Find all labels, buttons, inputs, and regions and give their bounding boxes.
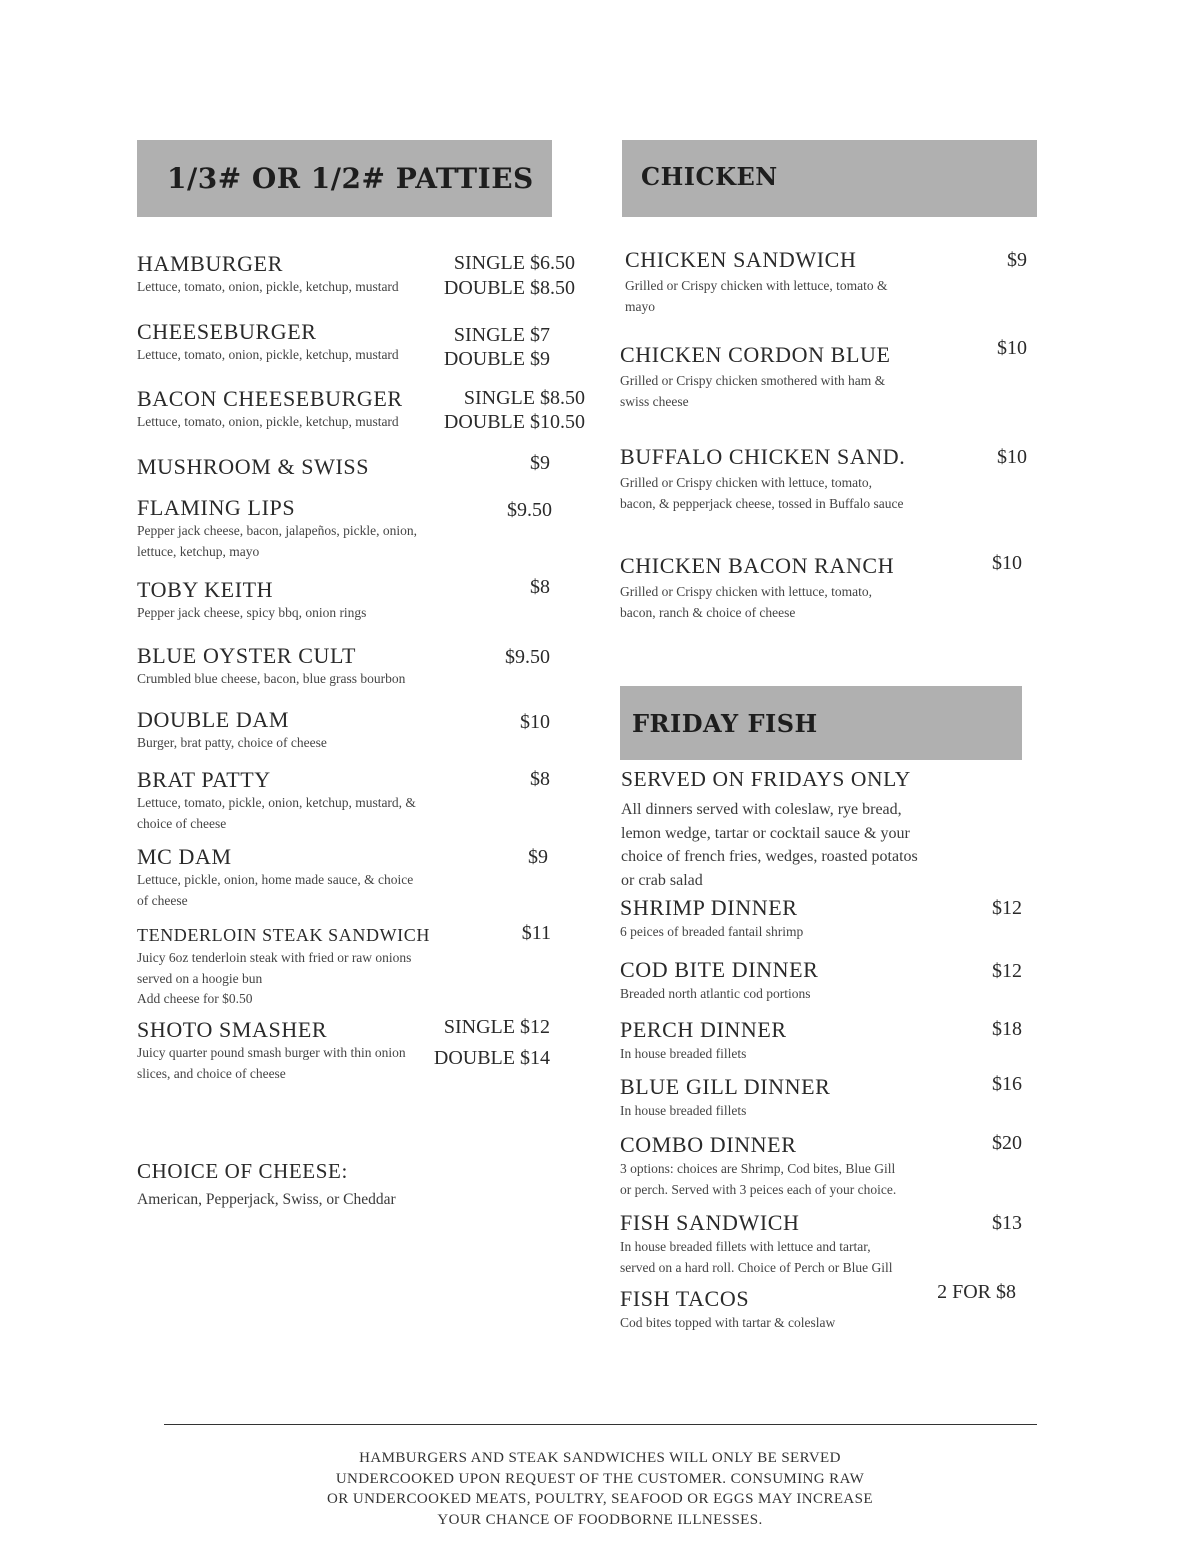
item-name: CHICKEN CORDON BLUE — [620, 342, 891, 367]
description-line: Grilled or Crispy chicken with lettuce, tomato, — [620, 584, 872, 599]
description-line: Juicy quarter pound smash burger with thin onion — [137, 1045, 406, 1060]
item-name: MC DAM — [137, 844, 232, 869]
item-description — [620, 371, 885, 412]
description-line: Pepper jack cheese, bacon, jalapeños, pickle, onion, — [137, 523, 418, 538]
item-price: $10 — [520, 711, 550, 733]
chicken-banner — [622, 140, 1037, 217]
item-price: $9 — [1007, 249, 1027, 271]
item-description — [620, 1313, 835, 1334]
item-price: $20 — [992, 1132, 1022, 1154]
item-name: DOUBLE DAM — [137, 707, 290, 732]
item-name: TOBY KEITH — [137, 577, 274, 602]
disclaimer-line: OR UNDERCOOKED MEATS, POULTRY, SEAFOOD OR EGGS MAY INCREASE — [327, 1491, 873, 1507]
item-price: $9 — [530, 452, 550, 474]
fish-intro-line: All dinners served with coleslaw, rye bread, — [621, 801, 902, 818]
description-line: Burger, brat patty, choice of cheese — [137, 735, 327, 750]
item-description — [137, 603, 366, 624]
item-description — [137, 521, 417, 562]
item-description — [625, 276, 887, 317]
description-line: In house breaded fillets — [620, 1103, 747, 1118]
description-line: Pepper jack cheese, spicy bbq, onion rings — [137, 605, 367, 620]
description-line: bacon, ranch & choice of cheese — [620, 604, 796, 620]
item-price: $9.50 — [507, 499, 552, 521]
item-price: SINGLE $12 — [443, 1016, 550, 1038]
item-name: BLUE OYSTER CULT — [137, 643, 357, 668]
item-name: SHOTO SMASHER — [137, 1017, 328, 1042]
fish-intro-line: choice of french fries, wedges, roasted potatos — [621, 848, 918, 865]
item-price: $8 — [530, 576, 550, 598]
item-description — [137, 793, 416, 834]
description-line: Add cheese for $0.50 — [137, 991, 253, 1006]
description-line: served on a hoogie bun — [137, 970, 263, 986]
item-description — [620, 1044, 746, 1065]
item-price: $9 — [528, 846, 548, 868]
item-description — [137, 948, 411, 1010]
item-description — [620, 1159, 896, 1200]
item-name: BRAT PATTY — [137, 767, 271, 792]
item-name: COD BITE DINNER — [620, 957, 819, 982]
item-price: SINGLE $7 — [453, 324, 550, 346]
item-price: $13 — [992, 1212, 1022, 1234]
item-description — [137, 1043, 406, 1084]
item-price: $16 — [992, 1073, 1022, 1095]
item-description — [620, 984, 810, 1005]
description-line: In house breaded fillets — [620, 1046, 747, 1061]
item-description — [620, 1237, 893, 1278]
fish-intro-line: or crab salad — [621, 871, 703, 889]
cheese-heading: CHOICE OF CHEESE: — [137, 1159, 348, 1183]
footer-divider — [164, 1424, 1037, 1425]
item-description — [620, 922, 803, 943]
item-name: CHICKEN SANDWICH — [625, 247, 857, 272]
description-line: Juicy 6oz tenderloin steak with fried or raw onions — [137, 950, 412, 965]
description-line: Grilled or Crispy chicken smothered with ham & — [620, 373, 886, 388]
description-line: Lettuce, pickle, onion, home made sauce, & choice — [137, 872, 414, 887]
description-line: bacon, & pepperjack cheese, tossed in Buffalo sauce — [620, 495, 904, 511]
item-price: $8 — [530, 768, 550, 790]
item-price-double: DOUBLE $14 — [433, 1047, 550, 1069]
item-name: FISH SANDWICH — [620, 1210, 800, 1235]
item-price-double: DOUBLE $9 — [443, 348, 550, 370]
description-line: In house breaded fillets with lettuce and tartar, — [620, 1239, 871, 1254]
fish-intro — [621, 798, 918, 892]
item-price: 2 FOR $8 — [937, 1281, 1016, 1303]
description-line: swiss cheese — [620, 393, 689, 409]
item-price: SINGLE $6.50 — [453, 252, 575, 274]
description-line: served on a hard roll. Choice of Perch or Blue Gill — [620, 1259, 893, 1275]
item-price: $12 — [992, 897, 1022, 919]
item-price-double: DOUBLE $8.50 — [443, 277, 575, 299]
item-description — [137, 345, 399, 366]
description-line: 3 options: choices are Shrimp, Cod bites, Blue Gill — [620, 1161, 896, 1176]
description-line: slices, and choice of cheese — [137, 1065, 286, 1081]
patties-banner — [137, 140, 552, 217]
disclaimer-line: YOUR CHANCE OF FOODBORNE ILLNESSES. — [437, 1511, 763, 1528]
item-name: MUSHROOM & SWISS — [137, 454, 370, 479]
item-description — [620, 473, 904, 514]
item-description — [137, 412, 399, 433]
item-price: $18 — [992, 1018, 1022, 1040]
description-line: Cod bites topped with tartar & coleslaw — [620, 1315, 836, 1330]
item-name: FLAMING LIPS — [137, 495, 296, 520]
item-description — [137, 277, 399, 298]
item-price-double: DOUBLE $10.50 — [443, 411, 585, 433]
description-line: choice of cheese — [137, 815, 227, 831]
description-line: or perch. Served with 3 peices each of your choice. — [620, 1181, 897, 1197]
disclaimer-line: UNDERCOOKED UPON REQUEST OF THE CUSTOMER. CONSUMING RAW — [335, 1470, 865, 1487]
description-line: Lettuce, tomato, onion, pickle, ketchup, mustard — [137, 279, 399, 294]
fish-title: FRIDAY FISH — [632, 708, 818, 738]
item-price: $11 — [521, 922, 551, 944]
item-price: $10 — [992, 552, 1022, 574]
item-description — [137, 669, 405, 690]
description-line: Lettuce, tomato, onion, pickle, ketchup, mustard — [137, 414, 399, 429]
description-line: Breaded north atlantic cod portions — [620, 986, 811, 1001]
cheese-options: American, Pepperjack, Swiss, or Cheddar — [137, 1191, 396, 1208]
fish-banner — [620, 686, 1022, 760]
chicken-title: CHICKEN — [641, 162, 778, 191]
item-price: SINGLE $8.50 — [463, 387, 585, 409]
patties-title: 1/3# OR 1/2# PATTIES — [167, 162, 534, 195]
description-line: mayo — [625, 298, 655, 314]
description-line: lettuce, ketchup, mayo — [137, 543, 260, 559]
description-line: Crumbled blue cheese, bacon, blue grass bourbon — [137, 671, 406, 686]
description-line: Grilled or Crispy chicken with lettuce, tomato, — [620, 475, 872, 490]
description-line: of cheese — [137, 892, 188, 908]
item-name: BACON CHEESEBURGER — [137, 386, 403, 411]
description-line: Grilled or Crispy chicken with lettuce, tomato & — [625, 278, 888, 293]
description-line: Lettuce, tomato, pickle, onion, ketchup, mustard, & — [137, 795, 416, 810]
item-name: COMBO DINNER — [620, 1132, 797, 1157]
fish-intro-line: lemon wedge, tartar or cocktail sauce & your — [621, 824, 910, 842]
item-name: HAMBURGER — [137, 251, 283, 276]
item-name: SHRIMP DINNER — [620, 895, 798, 920]
item-name: FISH TACOS — [620, 1286, 750, 1311]
description-line: 6 peices of breaded fantail shrimp — [620, 924, 804, 939]
item-price: $10 — [997, 337, 1027, 359]
item-price: $10 — [997, 446, 1027, 468]
item-name: CHEESEBURGER — [137, 319, 317, 344]
item-price: $12 — [992, 960, 1022, 982]
fish-subtitle: SERVED ON FRIDAYS ONLY — [621, 767, 911, 791]
item-name: CHICKEN BACON RANCH — [620, 553, 895, 578]
item-name: BUFFALO CHICKEN SAND. — [620, 444, 906, 469]
item-name: BLUE GILL DINNER — [620, 1074, 831, 1099]
description-line: Lettuce, tomato, onion, pickle, ketchup, mustard — [137, 347, 399, 362]
item-description — [137, 870, 413, 911]
item-name: TENDERLOIN STEAK SANDWICH — [137, 925, 430, 945]
item-description — [137, 733, 327, 754]
item-name: PERCH DINNER — [620, 1017, 787, 1042]
disclaimer-line: HAMBURGERS AND STEAK SANDWICHES WILL ONLY BE SERVED — [359, 1450, 841, 1466]
item-description — [620, 582, 872, 623]
item-price: $9.50 — [505, 646, 550, 668]
disclaimer — [300, 1448, 900, 1530]
item-description — [620, 1101, 746, 1122]
